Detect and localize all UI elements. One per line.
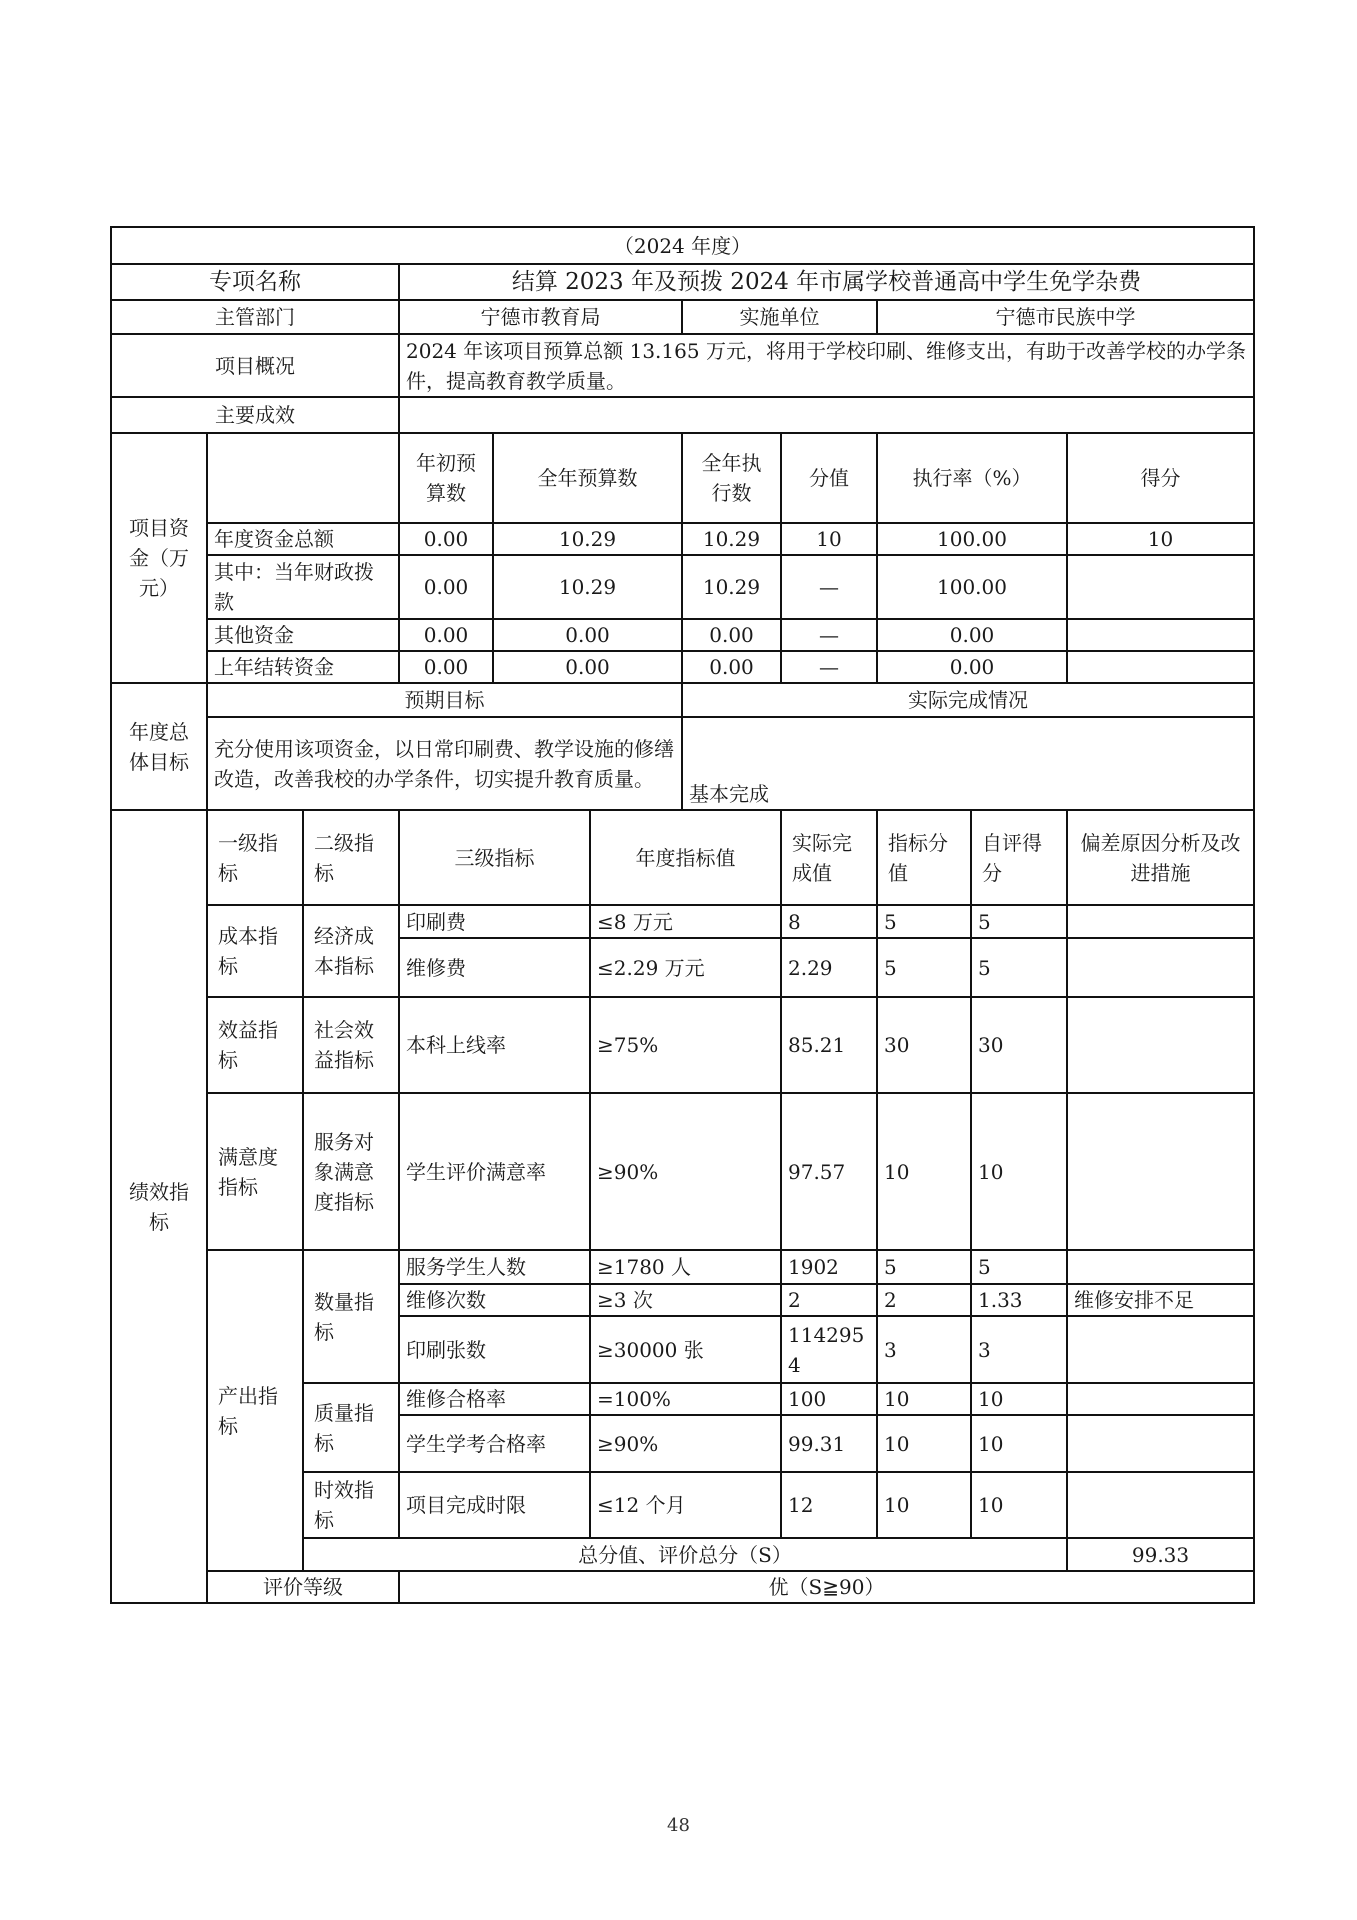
funds-row-label: 年度资金总额: [207, 523, 399, 555]
indicator-actual: 85.21: [781, 997, 877, 1093]
funds-row: [111, 555, 1254, 619]
indicator-actual: 12: [781, 1472, 877, 1538]
funds-header-rate: 执行率（%）: [877, 433, 1067, 523]
funds-exec: 10.29: [682, 555, 781, 619]
indicator-actual: 1142954: [781, 1316, 877, 1383]
unit-value: 宁德市民族中学: [877, 300, 1254, 334]
funds-score-value: —: [781, 651, 877, 683]
perf-header-level2: 二级指标: [303, 810, 399, 905]
funds-score: [1067, 619, 1254, 651]
indicator-target: ≥90%: [590, 1415, 781, 1472]
indicator-actual: 100: [781, 1383, 877, 1415]
funds-score: [1067, 555, 1254, 619]
project-name: 结算 2023 年及预拨 2024 年市属学校普通高中学生免学杂费: [399, 264, 1254, 300]
indicator-target: ≤8 万元: [590, 905, 781, 938]
indicator-name: 印刷费: [399, 905, 590, 938]
funds-score: 10: [1067, 523, 1254, 555]
indicator-target: ≥90%: [590, 1093, 781, 1250]
funds-header-budget: 全年预算数: [493, 433, 682, 523]
perf-header-score: 自评得分: [971, 810, 1067, 905]
indicator-target: ≥30000 张: [590, 1316, 781, 1383]
funds-header-score-value: 分值: [781, 433, 877, 523]
indicator-weight: 3: [877, 1316, 971, 1383]
funds-rate: 0.00: [877, 651, 1067, 683]
funds-score: [1067, 651, 1254, 683]
funds-exec: 10.29: [682, 523, 781, 555]
indicator-name: 项目完成时限: [399, 1472, 590, 1538]
funds-row: [111, 651, 1254, 683]
indicator-weight: 5: [877, 905, 971, 938]
indicator-weight: 10: [877, 1415, 971, 1472]
funds-section-label: 项目资金（万元）: [111, 433, 207, 683]
goals-section-label: 年度总体目标: [111, 683, 207, 810]
indicator-name: 服务学生人数: [399, 1250, 590, 1284]
funds-row: [111, 619, 1254, 651]
indicator-note: [1067, 1472, 1254, 1538]
indicator-note: [1067, 997, 1254, 1093]
indicator-name: 维修费: [399, 938, 590, 997]
group-benefit: 效益指标: [207, 997, 303, 1093]
funds-row-label: 其他资金: [207, 619, 399, 651]
group-cost: 成本指标: [207, 905, 303, 997]
indicator-score: 3: [971, 1316, 1067, 1383]
overview-text: 2024 年该项目预算总额 13.165 万元，将用于学校印刷、维修支出，有助于改善学校的办学条件，提高教育教学质量。: [399, 334, 1254, 397]
indicator-score: 1.33: [971, 1284, 1067, 1316]
indicator-target: ≥75%: [590, 997, 781, 1093]
overview-label: 项目概况: [111, 334, 399, 397]
expected-goal-text: 充分使用该项资金，以日常印刷费、教学设施的修缮改造，改善我校的办学条件，切实提升教育质量。: [207, 717, 682, 810]
indicator-note: [1067, 938, 1254, 997]
funds-exec: 0.00: [682, 651, 781, 683]
perf-header-target: 年度指标值: [590, 810, 781, 905]
funds-score-value: —: [781, 619, 877, 651]
indicator-score: 5: [971, 938, 1067, 997]
dept-value: 宁德市教育局: [399, 300, 682, 334]
indicator-score: 10: [971, 1093, 1067, 1250]
total-score: 99.33: [1067, 1538, 1254, 1571]
indicator-actual: 97.57: [781, 1093, 877, 1250]
funds-row-label: 其中：当年财政拨款: [207, 555, 399, 619]
indicator-score: 10: [971, 1415, 1067, 1472]
group-quality: 质量指标: [303, 1383, 399, 1472]
indicator-note: [1067, 1093, 1254, 1250]
perf-section-label: 绩效指标: [111, 810, 207, 1603]
indicator-target: ≥3 次: [590, 1284, 781, 1316]
funds-budget: 10.29: [493, 523, 682, 555]
funds-rate: 100.00: [877, 555, 1067, 619]
group-satisfaction: 满意度指标: [207, 1093, 303, 1250]
indicator-note: [1067, 905, 1254, 938]
perf-header-weight: 指标分值: [877, 810, 971, 905]
indicator-target: ≤2.29 万元: [590, 938, 781, 997]
funds-budget: 0.00: [493, 651, 682, 683]
group-service-satisfaction: 服务对象满意度指标: [303, 1093, 399, 1250]
indicator-name: 学生学考合格率: [399, 1415, 590, 1472]
funds-row: [111, 523, 1254, 555]
indicator-note: [1067, 1250, 1254, 1284]
indicator-target: =100%: [590, 1383, 781, 1415]
indicator-weight: 10: [877, 1093, 971, 1250]
funds-header-init: 年初预算数: [399, 433, 493, 523]
indicator-weight: 10: [877, 1472, 971, 1538]
unit-label: 实施单位: [682, 300, 877, 334]
expected-goal-label: 预期目标: [207, 683, 682, 717]
total-label: 总分值、评价总分（S）: [303, 1538, 1067, 1571]
indicator-weight: 30: [877, 997, 971, 1093]
group-social-benefit: 社会效益指标: [303, 997, 399, 1093]
effect-value: [399, 397, 1254, 433]
funds-budget: 10.29: [493, 555, 682, 619]
indicator-name: 印刷张数: [399, 1316, 590, 1383]
funds-rate: 100.00: [877, 523, 1067, 555]
perf-header-level3: 三级指标: [399, 810, 590, 905]
perf-header-note: 偏差原因分析及改进措施: [1067, 810, 1254, 905]
indicator-score: 10: [971, 1472, 1067, 1538]
funds-header-blank: [207, 433, 399, 523]
perf-row: [111, 1250, 1254, 1284]
page-number: 48: [667, 1815, 690, 1836]
grade-label: 评价等级: [207, 1571, 399, 1603]
funds-header-exec: 全年执行数: [682, 433, 781, 523]
funds-row-label: 上年结转资金: [207, 651, 399, 683]
actual-completion-text: 基本完成: [682, 717, 1254, 810]
indicator-actual: 2: [781, 1284, 877, 1316]
funds-budget: 0.00: [493, 619, 682, 651]
indicator-actual: 8: [781, 905, 877, 938]
indicator-name: 维修合格率: [399, 1383, 590, 1415]
indicator-weight: 5: [877, 1250, 971, 1284]
performance-evaluation-table: [110, 226, 1255, 1604]
funds-init: 0.00: [399, 523, 493, 555]
indicator-note: [1067, 1316, 1254, 1383]
perf-header-actual: 实际完成值: [781, 810, 877, 905]
dept-label: 主管部门: [111, 300, 399, 334]
funds-init: 0.00: [399, 555, 493, 619]
funds-score-value: 10: [781, 523, 877, 555]
group-quantity: 数量指标: [303, 1250, 399, 1383]
indicator-weight: 2: [877, 1284, 971, 1316]
indicator-note: 维修安排不足: [1067, 1284, 1254, 1316]
indicator-actual: 99.31: [781, 1415, 877, 1472]
funds-init: 0.00: [399, 651, 493, 683]
indicator-score: 10: [971, 1383, 1067, 1415]
effect-label: 主要成效: [111, 397, 399, 433]
actual-completion-label: 实际完成情况: [682, 683, 1254, 717]
project-name-label: 专项名称: [111, 264, 399, 300]
perf-header-level1: 一级指标: [207, 810, 303, 905]
indicator-actual: 1902: [781, 1250, 877, 1284]
table-title: （2024 年度）: [111, 227, 1254, 264]
indicator-score: 30: [971, 997, 1067, 1093]
group-econ-cost: 经济成本指标: [303, 905, 399, 997]
indicator-score: 5: [971, 1250, 1067, 1284]
funds-rate: 0.00: [877, 619, 1067, 651]
indicator-name: 学生评价满意率: [399, 1093, 590, 1250]
indicator-actual: 2.29: [781, 938, 877, 997]
indicator-note: [1067, 1383, 1254, 1415]
group-timeliness: 时效指标: [303, 1472, 399, 1538]
indicator-name: 本科上线率: [399, 997, 590, 1093]
indicator-target: ≤12 个月: [590, 1472, 781, 1538]
grade-value: 优（S≧90）: [399, 1571, 1254, 1603]
indicator-name: 维修次数: [399, 1284, 590, 1316]
indicator-target: ≥1780 人: [590, 1250, 781, 1284]
indicator-score: 5: [971, 905, 1067, 938]
perf-row: [111, 997, 1254, 1093]
indicator-note: [1067, 1415, 1254, 1472]
indicator-weight: 10: [877, 1383, 971, 1415]
funds-header-score: 得分: [1067, 433, 1254, 523]
funds-init: 0.00: [399, 619, 493, 651]
perf-row: [111, 905, 1254, 938]
indicator-weight: 5: [877, 938, 971, 997]
funds-score-value: —: [781, 555, 877, 619]
group-output: 产出指标: [207, 1250, 303, 1571]
funds-exec: 0.00: [682, 619, 781, 651]
perf-row: [111, 1093, 1254, 1250]
